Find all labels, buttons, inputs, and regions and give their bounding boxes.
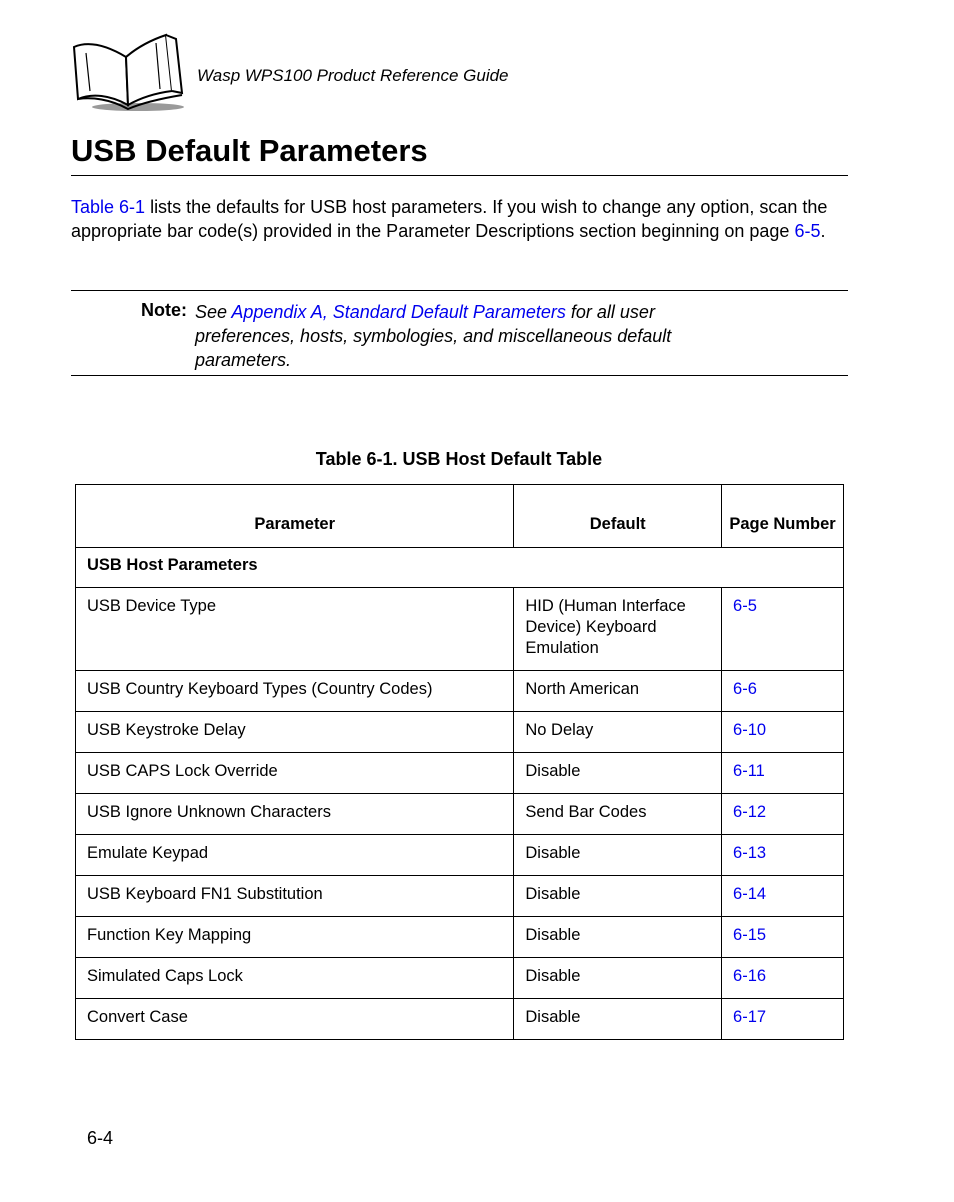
table-header-row bbox=[76, 485, 844, 548]
page-link[interactable]: 6-11 bbox=[722, 753, 844, 794]
header-default: Default bbox=[514, 485, 722, 548]
page-link[interactable]: 6-6 bbox=[722, 671, 844, 712]
page-link[interactable]: 6-17 bbox=[722, 999, 844, 1040]
note-prefix: See bbox=[195, 302, 232, 322]
note-suffix: for all user preferences, hosts, symbologies, and miscellaneous default parameters. bbox=[195, 302, 672, 370]
default-cell: Disable bbox=[514, 835, 722, 876]
page-link[interactable]: 6-12 bbox=[722, 794, 844, 835]
table-row bbox=[76, 753, 844, 794]
table-row bbox=[76, 958, 844, 999]
usb-host-default-table bbox=[75, 484, 844, 1040]
title-divider bbox=[71, 175, 848, 176]
param-cell: Emulate Keypad bbox=[76, 835, 514, 876]
param-cell: Simulated Caps Lock bbox=[76, 958, 514, 999]
table-row bbox=[76, 876, 844, 917]
param-cell: USB Device Type bbox=[76, 588, 514, 671]
header-parameter: Parameter bbox=[76, 485, 514, 548]
default-cell: Disable bbox=[514, 999, 722, 1040]
default-cell: Disable bbox=[514, 876, 722, 917]
header-page-number: Page Number bbox=[722, 485, 844, 548]
page-link[interactable]: 6-16 bbox=[722, 958, 844, 999]
note-text bbox=[195, 300, 735, 372]
note-label: Note: bbox=[141, 300, 187, 320]
default-cell: Send Bar Codes bbox=[514, 794, 722, 835]
default-cell: Disable bbox=[514, 958, 722, 999]
param-cell: USB CAPS Lock Override bbox=[76, 753, 514, 794]
intro-text-end: . bbox=[820, 220, 826, 241]
open-book-icon bbox=[68, 33, 188, 115]
param-cell: USB Keystroke Delay bbox=[76, 712, 514, 753]
table-row bbox=[76, 794, 844, 835]
footer-page-number: 6-4 bbox=[87, 1128, 114, 1148]
page-title: USB Default Parameters bbox=[71, 133, 428, 168]
table-row bbox=[76, 835, 844, 876]
param-cell: USB Keyboard FN1 Substitution bbox=[76, 876, 514, 917]
param-cell: Function Key Mapping bbox=[76, 917, 514, 958]
default-cell: North American bbox=[514, 671, 722, 712]
default-cell: Disable bbox=[514, 917, 722, 958]
intro-paragraph bbox=[71, 196, 861, 243]
guide-title: Wasp WPS100 Product Reference Guide bbox=[197, 66, 509, 85]
note-bottom-divider bbox=[71, 375, 848, 376]
default-cell: HID (Human Interface Device) Keyboard Emulation bbox=[514, 588, 722, 671]
table-row bbox=[76, 712, 844, 753]
param-cell: USB Ignore Unknown Characters bbox=[76, 794, 514, 835]
table-group-row bbox=[76, 548, 844, 588]
param-cell: USB Country Keyboard Types (Country Codes) bbox=[76, 671, 514, 712]
default-cell: No Delay bbox=[514, 712, 722, 753]
page-link[interactable]: 6-15 bbox=[722, 917, 844, 958]
note-top-divider bbox=[71, 290, 848, 291]
group-label: USB Host Parameters bbox=[76, 548, 844, 588]
table-caption: Table 6-1. USB Host Default Table bbox=[315, 449, 603, 469]
table-row bbox=[76, 917, 844, 958]
table-6-1-link[interactable]: Table 6-1 bbox=[71, 197, 146, 217]
table-row bbox=[76, 671, 844, 712]
page-link[interactable]: 6-14 bbox=[722, 876, 844, 917]
page-6-5-link[interactable]: 6-5 bbox=[794, 220, 821, 241]
appendix-a-link[interactable]: Appendix A, Standard Default Parameters bbox=[231, 302, 566, 322]
page-link[interactable]: 6-10 bbox=[722, 712, 844, 753]
page-link[interactable]: 6-13 bbox=[722, 835, 844, 876]
table-row bbox=[76, 999, 844, 1040]
intro-text: lists the defaults for USB host parameters. If you wish to change any option, scan the appropriate bar code(s) provided in the Parameter Descriptions section beginning on page bbox=[71, 197, 828, 241]
default-cell: Disable bbox=[514, 753, 722, 794]
table-row bbox=[76, 588, 844, 671]
param-cell: Convert Case bbox=[76, 999, 514, 1040]
page-link[interactable]: 6-5 bbox=[722, 588, 844, 671]
